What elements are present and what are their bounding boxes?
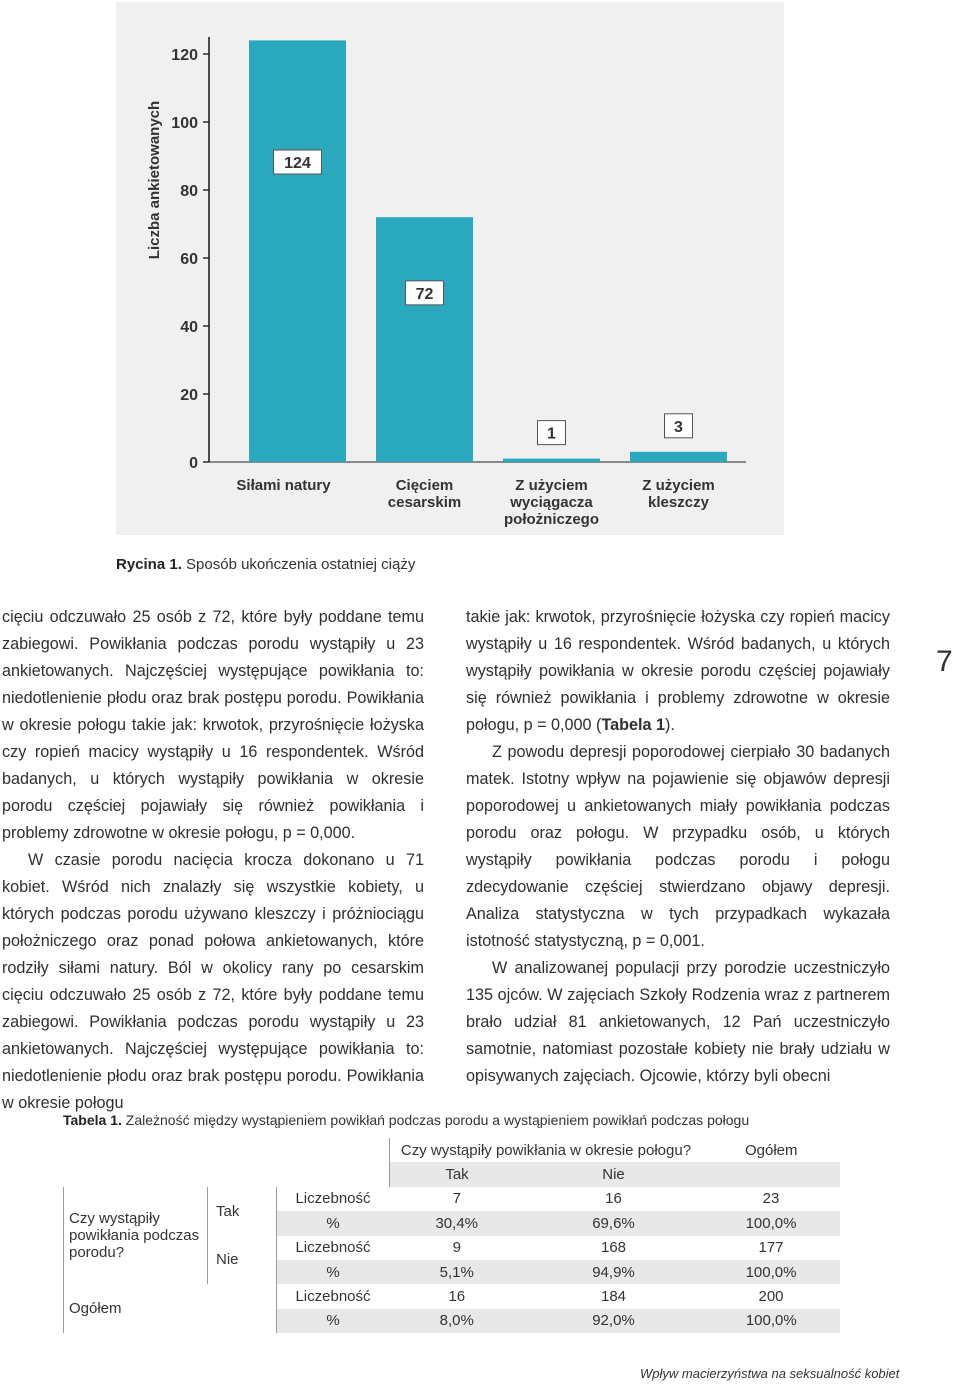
right-paragraph-2: Z powodu depresji poporodowej cierpiało 30 badanych matek. Istotny wpływ na pojawienie się objawów depresji poporodowej u ankietowanych miały powikłania podczas porodu oraz połogu. W przypadku osób, u których wystąpiły powikłania podczas porodu i połogu zdecydowanie częściej stwierdzano objawy depresji. Analiza statystyczna w tych przypadkach wykazała istotność statystyczną, p = 0,001. (466, 743, 890, 950)
figure-caption (116, 556, 415, 573)
row-label-total: Ogółem (64, 1284, 277, 1333)
page-number: 7 (936, 645, 953, 678)
row-group-label: Czy wystąpiły powikłania podczas porodu? (64, 1187, 208, 1285)
category-label: Cięciem (395, 477, 454, 494)
category-label: położniczego (504, 511, 599, 528)
cell-measure: Liczebność (277, 1187, 390, 1211)
category-label: wyciągacza (510, 494, 593, 511)
y-tick-label: 80 (180, 183, 198, 200)
cell-measure: Liczebność (277, 1284, 390, 1308)
right-paragraph-1-text: takie jak: krwotok, przyrośnięcie łożyska czy ropień macicy wystąpiły u 16 respondentek. Wśród badanych, u których wystąpiły powikłania w okresie porodu częściej pojawiały się również powikłania i problemy zdrowotne w okresie połogu, p = 0,000 ( (466, 608, 890, 734)
cell-tak: 5,1% (389, 1260, 525, 1284)
cell-total: 177 (758, 1239, 784, 1257)
table-header-row (64, 1138, 841, 1162)
table-caption-label: Tabela 1. (63, 1112, 122, 1128)
bar-chart (116, 2, 784, 535)
bar (249, 40, 346, 462)
cell-total: 100,0% (703, 1309, 841, 1333)
table-subheader-row (64, 1162, 841, 1186)
cell-nie: 94,9% (525, 1260, 703, 1284)
category-label: Z użyciem (642, 477, 715, 494)
row-label-nie: Nie (208, 1236, 277, 1285)
category-label: Z użyciem (515, 477, 588, 494)
y-tick-label: 100 (171, 115, 198, 132)
cell-total: 100,0% (703, 1260, 841, 1284)
cell-measure: Liczebność (277, 1236, 390, 1260)
right-text-column (466, 604, 890, 1090)
cell-tak: 9 (452, 1239, 461, 1257)
cell-measure: % (277, 1211, 390, 1235)
cell-tak: 8,0% (389, 1309, 525, 1333)
cell-total: 100,0% (703, 1211, 841, 1235)
cell-nie: 16 (605, 1190, 622, 1208)
y-axis-label: Liczba ankietowanych (146, 100, 163, 260)
header-question: Czy wystąpiły powikłania w okresie połogu? (389, 1138, 703, 1162)
row-label-tak: Tak (208, 1187, 277, 1236)
y-tick-label: 0 (189, 455, 198, 472)
cell-nie: 184 (600, 1288, 627, 1306)
bar (630, 452, 727, 462)
cell-tak: 30,4% (389, 1211, 525, 1235)
bar (376, 217, 473, 462)
subheader-nie: Nie (525, 1162, 703, 1186)
data-label: 124 (284, 155, 311, 173)
left-paragraph-2: W czasie porodu nacięcia krocza dokonano u 71 kobiet. Wśród nich znalazły się wszystkie kobiety, u których podczas porodu używano kleszczy i próżniociągu położniczego oraz ponad połowa ankietowanych, które rodziły siłami natury. Ból w okolicy rany po cesarskim cięciu odczuwało 25 osób z 72, które były poddane temu zabiegowi. Powikłania podczas porodu wystąpiły u 23 ankietowanych. Najczęściej występujące powikłania to: niedotlenienie płodu oraz brak postępu porodu. Powikłania w okresie połogu (2, 851, 424, 1112)
y-tick-label: 40 (180, 319, 198, 336)
cell-total: 200 (758, 1288, 784, 1306)
data-label: 72 (415, 285, 434, 303)
category-label: cesarskim (387, 494, 462, 511)
right-paragraph-1-end: ). (665, 716, 675, 734)
cell-nie: 92,0% (525, 1309, 703, 1333)
subheader-tak: Tak (389, 1162, 525, 1186)
figure-bar-chart (116, 2, 784, 535)
y-tick-label: 20 (180, 387, 198, 404)
cell-total: 23 (762, 1190, 780, 1208)
category-label: Siłami natury (236, 477, 331, 494)
cell-nie: 168 (600, 1239, 627, 1257)
left-paragraph-1: cięciu odczuwało 25 osób z 72, które były poddane temu zabiegowi. Powikłania podczas porodu wystąpiły u 23 ankietowanych. Najczęściej występujące powikłania to: niedotlenienie płodu oraz brak postępu porodu. Powikłania w okresie połogu takie jak: krwotok, przyrośnięcie łożyska czy ropień macicy wystąpiły u 16 respondentek. Wśród badanych, u których wystąpiły powikłania w okresie porodu częściej pojawiały się również powikłania i problemy zdrowotne w okresie połogu, p = 0,000. (2, 608, 424, 842)
data-label: 1 (547, 425, 556, 443)
cell-nie: 69,6% (525, 1211, 703, 1235)
figure-caption-text: Sposób ukończenia ostatniej ciąży (181, 556, 416, 573)
left-text-column (2, 604, 424, 1117)
cell-measure: % (277, 1260, 390, 1284)
cell-tak: 7 (452, 1190, 461, 1208)
header-total: Ogółem (744, 1141, 798, 1159)
category-label: kleszczy (648, 494, 709, 511)
cell-measure: % (277, 1309, 390, 1333)
y-tick-label: 120 (171, 47, 198, 64)
y-tick-label: 60 (180, 251, 198, 268)
data-label: 3 (674, 418, 683, 436)
bar (503, 459, 600, 462)
cell-tak: 16 (448, 1288, 466, 1306)
table-reference-link[interactable]: Tabela 1 (601, 716, 666, 734)
right-paragraph-3: W analizowanej populacji przy porodzie uczestniczyło 135 ojców. W zajęciach Szkoły Rodzenia wraz z partnerem brało udział 81 ankietowanych, 12 Pań uczestniczyło samotnie, natomiast pozostałe kobiety nie brały udziału w opisywanych zajęciach. Ojcowie, którzy byli obecni (466, 959, 890, 1085)
table-caption-text: Zależność między wystąpieniem powikłań podczas porodu a wystąpieniem powikłań podczas połogu (121, 1112, 750, 1128)
right-paragraph-1 (466, 604, 890, 739)
figure-caption-label: Rycina 1. (116, 556, 182, 573)
table-caption (63, 1112, 749, 1128)
table-row (64, 1187, 841, 1211)
table-row (64, 1284, 841, 1308)
contingency-table (63, 1138, 841, 1333)
running-footer: Wpływ macierzyństwa na seksualność kobiet (640, 1366, 900, 1381)
